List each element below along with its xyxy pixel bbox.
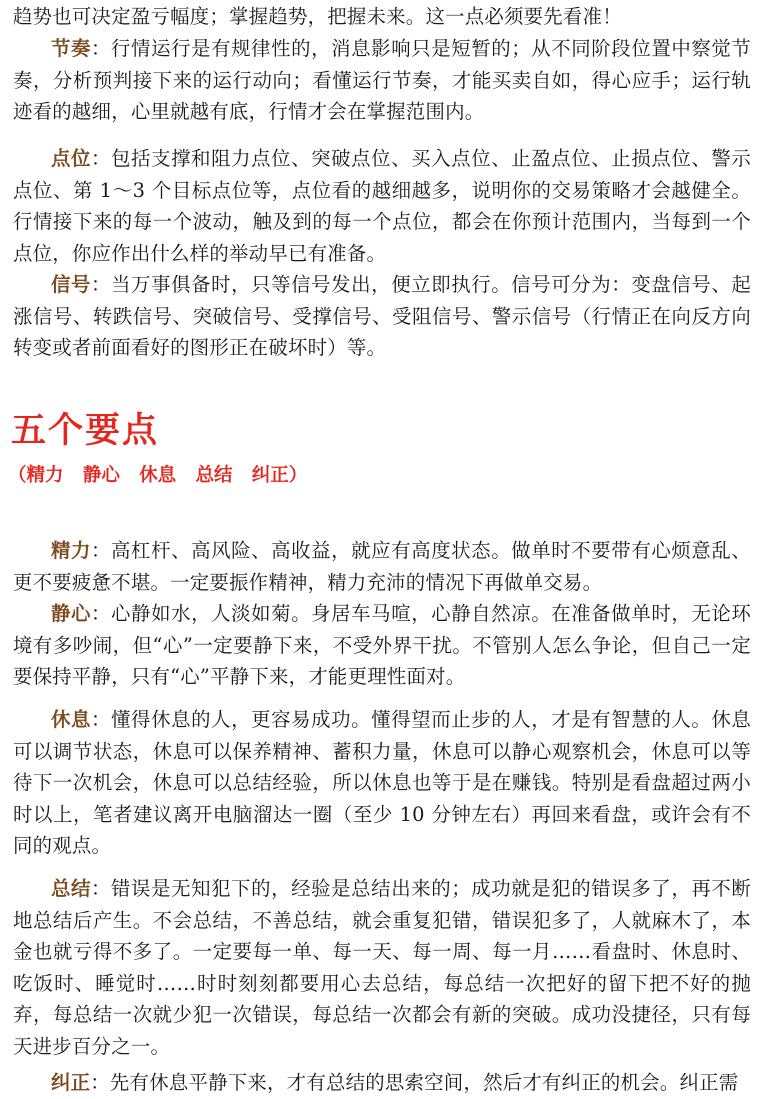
term-signals: 信号 xyxy=(51,273,92,296)
point-correction-text: ：先有休息平静下来，才有总结的思索空间，然后才有纠正的机会。纠正需 xyxy=(90,1071,739,1094)
point-summary xyxy=(13,873,751,1062)
point-rest-text: ：懂得休息的人，更容易成功。懂得望而止步的人，才是有智慧的人。休息可以调节状态，休息可以保养精神、蓄积力量，休息可以静心观察机会，休息可以等待下一次机会，休息可以总结经验，所以休息也等于是在赚钱。特别是看盘超过两小时以上，笔者建议离开电脑溜达一圈（至少 10 分钟左右）再回来看盘，或许会有不同的观点。 xyxy=(13,708,752,857)
point-rest xyxy=(13,704,751,862)
term-correction: 纠正 xyxy=(51,1071,91,1094)
point-summary-text: ：错误是无知犯下的，经验是总结出来的；成功就是犯的错误多了，再不断地总结后产生。不会总结，不善总结，就会重复犯错，错误犯多了，人就麻木了，本金也就亏得不多了。一定要每一单、每一天、每一周、每一月……看盘时、休息时、吃饭时、睡觉时……时时刻刻都要用心去总结，每总结一次把好的留下把不好的抛弃，每总结一次就少犯一次错误，每总结一次都会有新的突破。成功没捷径，只有每天进步百分之一。 xyxy=(13,877,752,1058)
term-rhythm: 节奏 xyxy=(51,37,92,60)
term-summary: 总结 xyxy=(51,877,92,900)
section-title: 五个要点 xyxy=(11,410,160,451)
point-calm-text: ：心静如水，人淡如菊。身居车马喧，心静自然凉。在准备做单时，无论环境有多吵闹，但“心”一定要静下来，不受外界干扰。不管别人怎么争论，但自己一定要保持平静，只有“心”平静下来，才能更理性面对。 xyxy=(13,602,752,688)
term-energy: 精力 xyxy=(51,539,92,562)
term-rest: 休息 xyxy=(51,708,92,731)
point-energy xyxy=(13,535,751,598)
term-calm: 静心 xyxy=(51,602,92,625)
paragraph-price-levels-text: ：包括支撑和阻力点位、突破点位、买入点位、止盈点位、止损点位、警示点位、第 1～3 个目标点位等，点位看的越细越多，说明你的交易策略才会越健全。行情接下来的每一个波动，触及到的每一个点位，都会在你预计范围内，当每到一个点位，你应作出什么样的举动早已有准备。 xyxy=(13,147,752,265)
intro-paragraph xyxy=(13,1,751,33)
paragraph-rhythm-text: ：行情运行是有规律性的，消息影响只是短暂的；从不同阶段位置中察觉节奏，分析预判接下来的运行动向；看懂运行节奏，才能买卖自如，得心应手；运行轨迹看的越细，心里就越有底，行情才会在掌握范围内。 xyxy=(13,37,752,123)
section-subtitle: （精力 静心 休息 总结 纠正） xyxy=(8,465,308,486)
term-price-levels: 点位 xyxy=(51,147,92,170)
paragraph-price-levels xyxy=(13,143,751,269)
intro-text: 趋势也可决定盈亏幅度；掌握趋势，把握未来。这一点必须要先看准！ xyxy=(13,5,622,28)
paragraph-rhythm xyxy=(13,33,751,128)
point-energy-text: ：高杠杆、高风险、高收益，就应有高度状态。做单时不要带有心烦意乱、更不要疲惫不堪。一定要振作精神，精力充沛的情况下再做单交易。 xyxy=(13,539,752,594)
paragraph-signals-text: ：当万事俱备时，只等信号发出，便立即执行。信号可分为：变盘信号、起涨信号、转跌信号、突破信号、受撑信号、受阻信号、警示信号（行情正在向反方向转变或者前面看好的图形正在破坏时）等。 xyxy=(13,273,752,359)
point-correction xyxy=(13,1067,751,1099)
point-calm xyxy=(13,598,751,693)
paragraph-signals xyxy=(13,269,751,364)
